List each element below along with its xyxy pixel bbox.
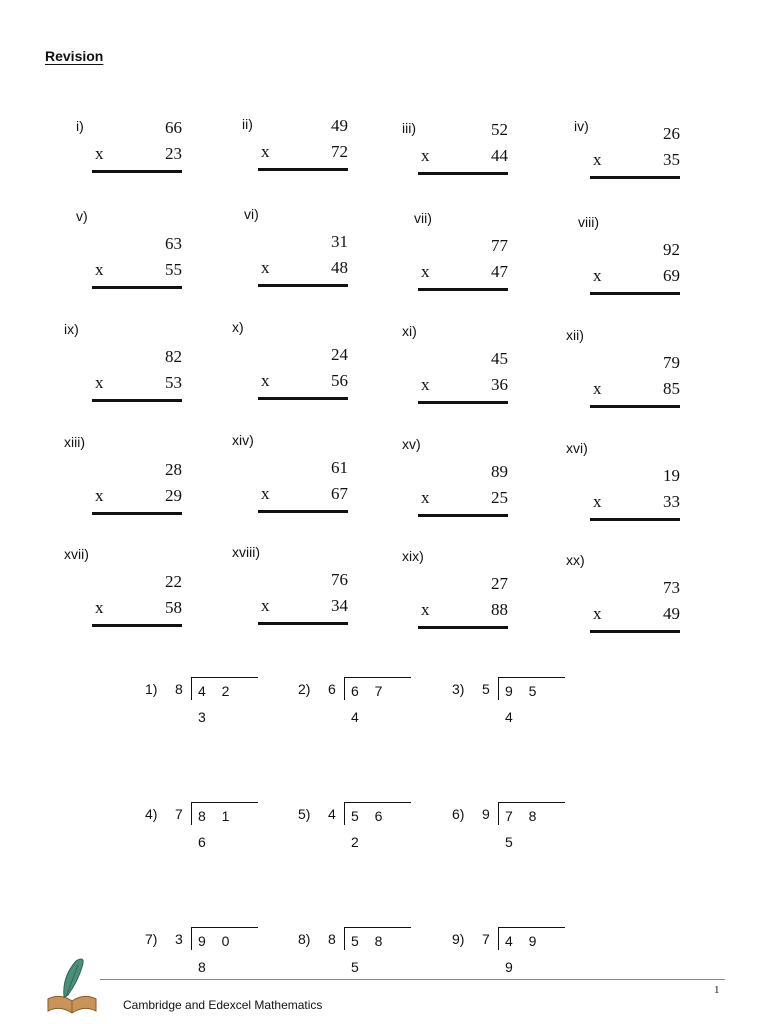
multiplicand: 89 — [491, 462, 508, 481]
multiplier: 34 — [331, 596, 348, 615]
answer-line — [92, 286, 182, 289]
multiplication-problem — [402, 548, 508, 634]
multiplier: 53 — [165, 373, 182, 392]
answer-line — [590, 518, 680, 521]
answer-line — [590, 292, 680, 295]
problem-label: xv) — [402, 436, 421, 452]
problem-label: ii) — [242, 116, 253, 132]
times-symbol: x — [593, 492, 602, 511]
problem-label: 6) — [452, 806, 465, 822]
division-problem — [298, 927, 438, 975]
problem-label: xiii) — [64, 434, 85, 450]
multiplier: 49 — [663, 604, 680, 623]
times-symbol: x — [95, 260, 104, 279]
times-symbol: x — [421, 262, 430, 281]
multiplication-problem — [76, 208, 182, 294]
problem-label: xviii) — [232, 544, 260, 560]
multiplicand: 49 — [331, 116, 348, 135]
times-symbol: x — [95, 144, 104, 163]
dividend: 9 5 4 — [498, 677, 565, 700]
footer-divider — [100, 979, 725, 980]
multiplication-problem — [244, 206, 348, 292]
footer-text: Cambridge and Edexcel Mathematics — [123, 998, 323, 1012]
problem-label: ix) — [64, 321, 79, 337]
multiplicand: 73 — [663, 578, 680, 597]
division-problem — [298, 677, 438, 725]
multiplication-problem — [578, 214, 680, 300]
answer-line — [258, 622, 348, 625]
times-symbol: x — [593, 604, 602, 623]
multiplicand: 76 — [331, 570, 348, 589]
problem-label: 3) — [452, 681, 465, 697]
multiplication-problem — [232, 319, 348, 405]
problem-label: viii) — [578, 214, 599, 230]
multiplicand: 24 — [331, 345, 348, 364]
multiplicand: 63 — [165, 234, 182, 253]
problem-label: i) — [76, 118, 84, 134]
multiplication-problem — [64, 434, 182, 520]
answer-line — [418, 514, 508, 517]
problem-label: 4) — [145, 806, 158, 822]
answer-line — [258, 397, 348, 400]
problem-label: xii) — [566, 327, 584, 343]
page-title: Revision — [45, 48, 104, 64]
page-number: 1 — [714, 984, 720, 996]
times-symbol: x — [261, 596, 270, 615]
division-problem — [452, 802, 592, 850]
multiplication-problem — [402, 120, 508, 180]
problem-label: iii) — [402, 120, 416, 136]
multiplicand: 77 — [491, 236, 508, 255]
times-symbol: x — [95, 486, 104, 505]
multiplier: 88 — [491, 600, 508, 619]
divisor: 7 — [175, 806, 183, 822]
multiplicand: 26 — [663, 124, 680, 143]
times-symbol: x — [421, 375, 430, 394]
multiplicand: 52 — [491, 120, 508, 139]
dividend: 7 8 5 — [498, 802, 565, 825]
multiplicand: 19 — [663, 466, 680, 485]
answer-line — [418, 401, 508, 404]
problem-label: xx) — [566, 552, 585, 568]
answer-line — [258, 284, 348, 287]
divisor: 5 — [482, 681, 490, 697]
dividend: 4 9 9 — [498, 927, 565, 950]
answer-line — [418, 288, 508, 291]
multiplier: 55 — [165, 260, 182, 279]
problem-label: xvi) — [566, 440, 588, 456]
divisor: 8 — [328, 931, 336, 947]
division-problem — [145, 802, 285, 850]
division-problem — [145, 677, 285, 725]
multiplicand: 45 — [491, 349, 508, 368]
multiplier: 47 — [491, 262, 508, 281]
multiplicand: 61 — [331, 458, 348, 477]
division-problem — [298, 802, 438, 850]
problem-label: iv) — [574, 118, 589, 134]
problem-label: xix) — [402, 548, 424, 564]
answer-line — [92, 624, 182, 627]
dividend: 5 8 5 — [344, 927, 411, 950]
times-symbol: x — [421, 600, 430, 619]
multiplier: 48 — [331, 258, 348, 277]
multiplier: 67 — [331, 484, 348, 503]
multiplier: 29 — [165, 486, 182, 505]
times-symbol: x — [95, 598, 104, 617]
quill-book-logo-icon — [42, 955, 102, 1017]
multiplication-problem — [64, 321, 182, 407]
answer-line — [92, 512, 182, 515]
multiplier: 69 — [663, 266, 680, 285]
multiplicand: 22 — [165, 572, 182, 591]
problem-label: 8) — [298, 931, 311, 947]
multiplier: 58 — [165, 598, 182, 617]
multiplier: 36 — [491, 375, 508, 394]
problem-label: xvii) — [64, 546, 89, 562]
multiplication-problem — [402, 436, 508, 522]
times-symbol: x — [593, 150, 602, 169]
multiplicand: 31 — [331, 232, 348, 251]
multiplier: 33 — [663, 492, 680, 511]
problem-label: 9) — [452, 931, 465, 947]
multiplier: 23 — [165, 144, 182, 163]
problem-label: 7) — [145, 931, 158, 947]
divisor: 9 — [482, 806, 490, 822]
answer-line — [590, 405, 680, 408]
problem-label: xi) — [402, 323, 417, 339]
division-problem — [452, 927, 592, 975]
multiplication-problem — [566, 327, 680, 413]
times-symbol: x — [421, 488, 430, 507]
dividend: 8 1 6 — [191, 802, 258, 825]
answer-line — [590, 630, 680, 633]
multiplier: 56 — [331, 371, 348, 390]
times-symbol: x — [261, 258, 270, 277]
multiplication-problem — [414, 210, 508, 296]
multiplication-problem — [232, 432, 348, 518]
answer-line — [590, 176, 680, 179]
divisor: 3 — [175, 931, 183, 947]
division-problem — [145, 927, 285, 975]
multiplier: 85 — [663, 379, 680, 398]
times-symbol: x — [593, 266, 602, 285]
answer-line — [418, 626, 508, 629]
problem-label: 5) — [298, 806, 311, 822]
multiplication-problem — [402, 323, 508, 409]
dividend: 9 0 8 — [191, 927, 258, 950]
times-symbol: x — [261, 142, 270, 161]
problem-label: vi) — [244, 206, 259, 222]
problem-label: 2) — [298, 681, 311, 697]
times-symbol: x — [421, 146, 430, 165]
times-symbol: x — [593, 379, 602, 398]
multiplication-problem — [232, 544, 348, 630]
answer-line — [258, 168, 348, 171]
multiplicand: 66 — [165, 118, 182, 137]
multiplier: 72 — [331, 142, 348, 161]
multiplicand: 92 — [663, 240, 680, 259]
problem-label: xiv) — [232, 432, 254, 448]
divisor: 4 — [328, 806, 336, 822]
division-problem — [452, 677, 592, 725]
answer-line — [92, 170, 182, 173]
multiplication-problem — [566, 440, 680, 526]
divisor: 6 — [328, 681, 336, 697]
multiplication-problem — [242, 116, 348, 176]
multiplicand: 79 — [663, 353, 680, 372]
multiplier: 44 — [491, 146, 508, 165]
multiplication-problem — [76, 118, 182, 178]
multiplicand: 28 — [165, 460, 182, 479]
times-symbol: x — [95, 373, 104, 392]
problem-label: vii) — [414, 210, 432, 226]
multiplication-problem — [64, 546, 182, 632]
multiplier: 25 — [491, 488, 508, 507]
dividend: 5 6 2 — [344, 802, 411, 825]
problem-label: v) — [76, 208, 88, 224]
multiplication-problem — [566, 552, 680, 638]
times-symbol: x — [261, 371, 270, 390]
problem-label: 1) — [145, 681, 158, 697]
dividend: 4 2 3 — [191, 677, 258, 700]
divisor: 7 — [482, 931, 490, 947]
multiplier: 35 — [663, 150, 680, 169]
answer-line — [418, 172, 508, 175]
problem-label: x) — [232, 319, 244, 335]
answer-line — [92, 399, 182, 402]
multiplication-problem — [574, 118, 680, 184]
times-symbol: x — [261, 484, 270, 503]
divisor: 8 — [175, 681, 183, 697]
multiplicand: 82 — [165, 347, 182, 366]
multiplicand: 27 — [491, 574, 508, 593]
dividend: 6 7 4 — [344, 677, 411, 700]
answer-line — [258, 510, 348, 513]
